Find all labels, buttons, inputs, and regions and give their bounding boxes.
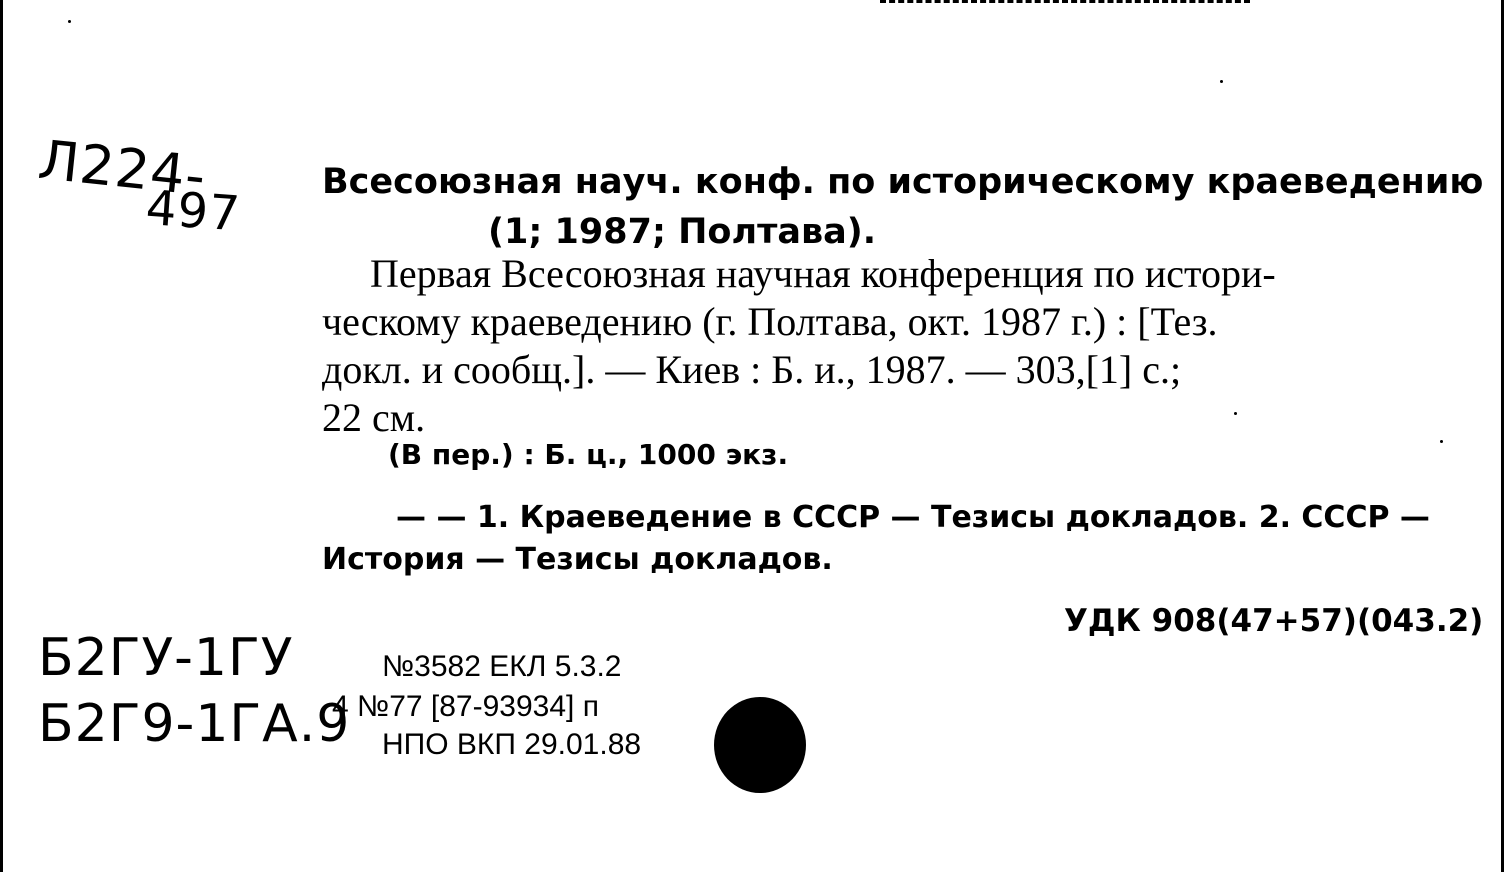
production-line3: НПО ВКП 29.01.88 xyxy=(382,728,642,761)
scan-speck xyxy=(68,20,71,23)
location-mark-line2: Б2Г9-1ГА.9 xyxy=(38,694,351,754)
production-line2: 4 №77 [87-93934] п xyxy=(332,690,599,723)
card-left-edge xyxy=(0,0,3,872)
production-line1: №3582 ЕКЛ 5.3.2 xyxy=(382,650,622,683)
udc-classification: УДК 908(47+57)(043.2) xyxy=(1064,603,1484,639)
entry-body-line3: докл. и сообщ.]. — Киев : Б. и., 1987. — 303,[1] с.; xyxy=(322,347,1182,392)
entry-heading-line2: (1; 1987; Полтава). xyxy=(488,212,877,252)
top-edge-marks xyxy=(880,0,1250,8)
shelf-mark-line1: Л224- xyxy=(35,128,210,209)
subject-headings-line1: — — 1. Краеведение в СССР — Тезисы докладов. 2. СССР — xyxy=(396,500,1430,535)
entry-heading-line1: Всесоюзная науч. конф. по историческому краеведению xyxy=(322,162,1484,202)
entry-body-line1: Первая Всесоюзная научная конференция по истори- xyxy=(370,251,1276,296)
shelf-mark-line2: 497 xyxy=(144,180,243,243)
location-mark-line1: Б2ГУ-1ГУ xyxy=(38,628,294,688)
ink-blot xyxy=(714,697,806,793)
subject-headings-line2: История — Тезисы докладов. xyxy=(322,542,833,577)
binding-price-line: (В пер.) : Б. ц., 1000 экз. xyxy=(388,438,789,471)
scan-speck xyxy=(1440,440,1443,443)
entry-body-line2: ческому краеведению (г. Полтава, окт. 1987 г.) : [Тез. xyxy=(322,299,1218,344)
scan-speck xyxy=(1220,80,1223,83)
entry-body-line4: 22 см. xyxy=(322,395,426,440)
scan-speck xyxy=(1234,412,1237,415)
